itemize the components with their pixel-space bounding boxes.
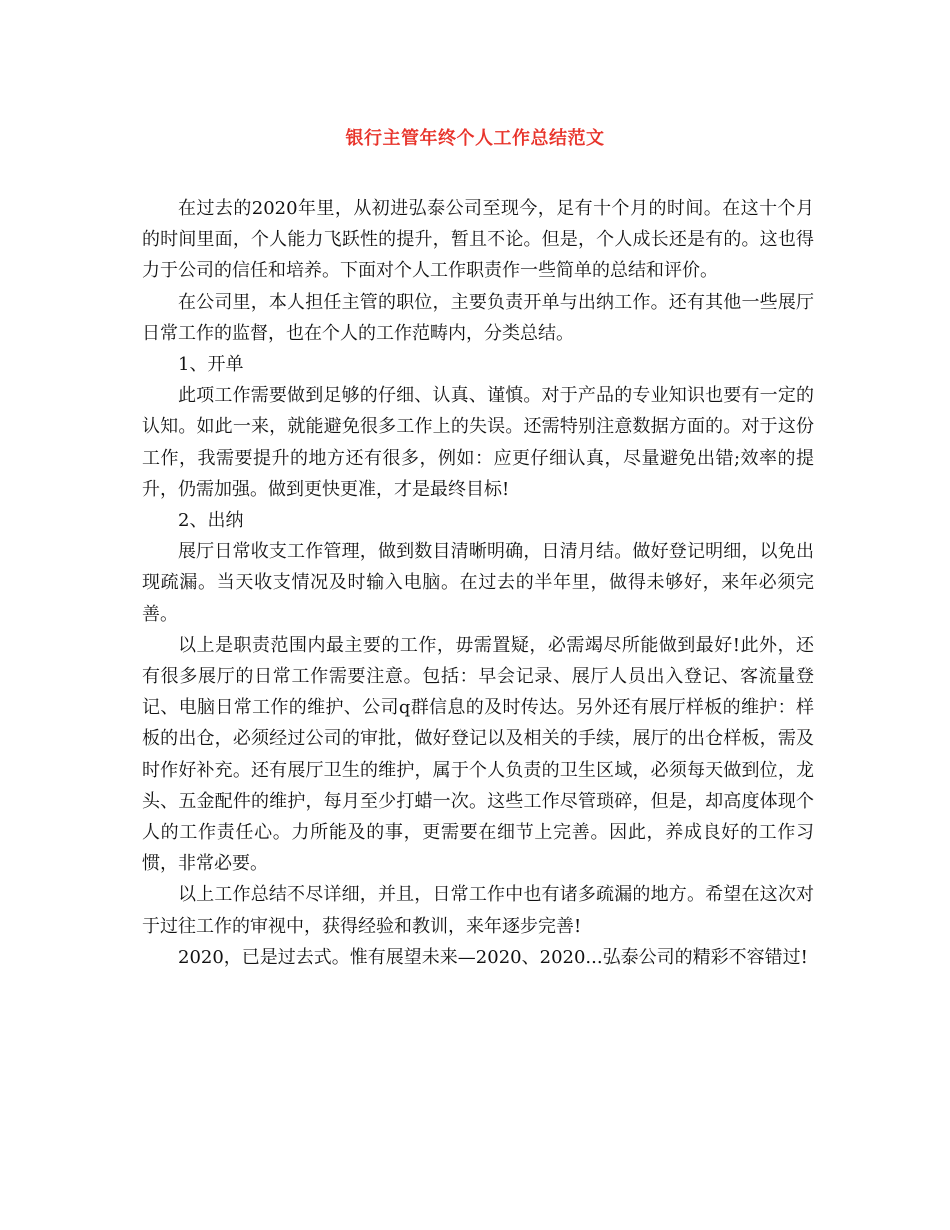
paragraph-billing: 此项工作需要做到足够的仔细、认真、谨慎。对于产品的专业知识也要有一定的认知。如此一来，就能避免很多工作上的失误。还需特别注意数据方面的。对于这份工作，我需要提升的地方还有很多，例如：应更仔细认真，尽量避免出错;效率的提升，仍需加强。做到更快更准，才是最终目标! [142, 385, 814, 500]
document-body [142, 193, 814, 973]
paragraph-summary: 以上工作总结不尽详细，并且，日常工作中也有诸多疏漏的地方。希望在这次对于过往工作的审视中，获得经验和教训，来年逐步完善! [142, 884, 814, 937]
paragraph-cashier: 展厅日常收支工作管理，做到数目清晰明确，日清月结。做好登记明细，以免出现疏漏。当天收支情况及时输入电脑。在过去的半年里，做得未够好，来年必须完善。 [142, 541, 814, 625]
paragraph-other-work: 以上是职责范围内最主要的工作，毋需置疑，必需竭尽所能做到最好!此外，还有很多展厅的日常工作需要注意。包括：早会记录、展厅人员出入登记、客流量登记、电脑日常工作的维护、公司q群信息的及时传达。另外还有展厅样板的维护：样板的出仓，必须经过公司的审批，做好登记以及相关的手续，展厅的出仓样板，需及时作好补充。还有展厅卫生的维护，属于个人负责的卫生区域，必须每天做到位，龙头、五金配件的维护，每月至少打蜡一次。这些工作尽管琐碎，但是，却高度体现个人的工作责任心。力所能及的事，更需要在细节上完善。因此，养成良好的工作习惯，非常必要。 [142, 634, 814, 875]
paragraph-intro: 在过去的2020年里，从初进弘泰公司至现今，足有十个月的时间。在这十个月的时间里面，个人能力飞跃性的提升，暂且不论。但是，个人成长还是有的。这也得力于公司的信任和培养。下面对个人工作职责作一些简单的总结和评价。 [142, 198, 814, 282]
section-heading-cashier: 2、出纳 [178, 510, 244, 532]
document-title: 银行主管年终个人工作总结范文 [345, 128, 605, 149]
paragraph-duties: 在公司里，本人担任主管的职位，主要负责开单与出纳工作。还有其他一些展厅日常工作的监督，也在个人的工作范畴内，分类总结。 [142, 291, 814, 344]
paragraph-closing: 2020，已是过去式。惟有展望未来—2020、2020...弘泰公司的精彩不容错过! [178, 946, 808, 968]
section-heading-billing: 1、开单 [178, 354, 244, 376]
